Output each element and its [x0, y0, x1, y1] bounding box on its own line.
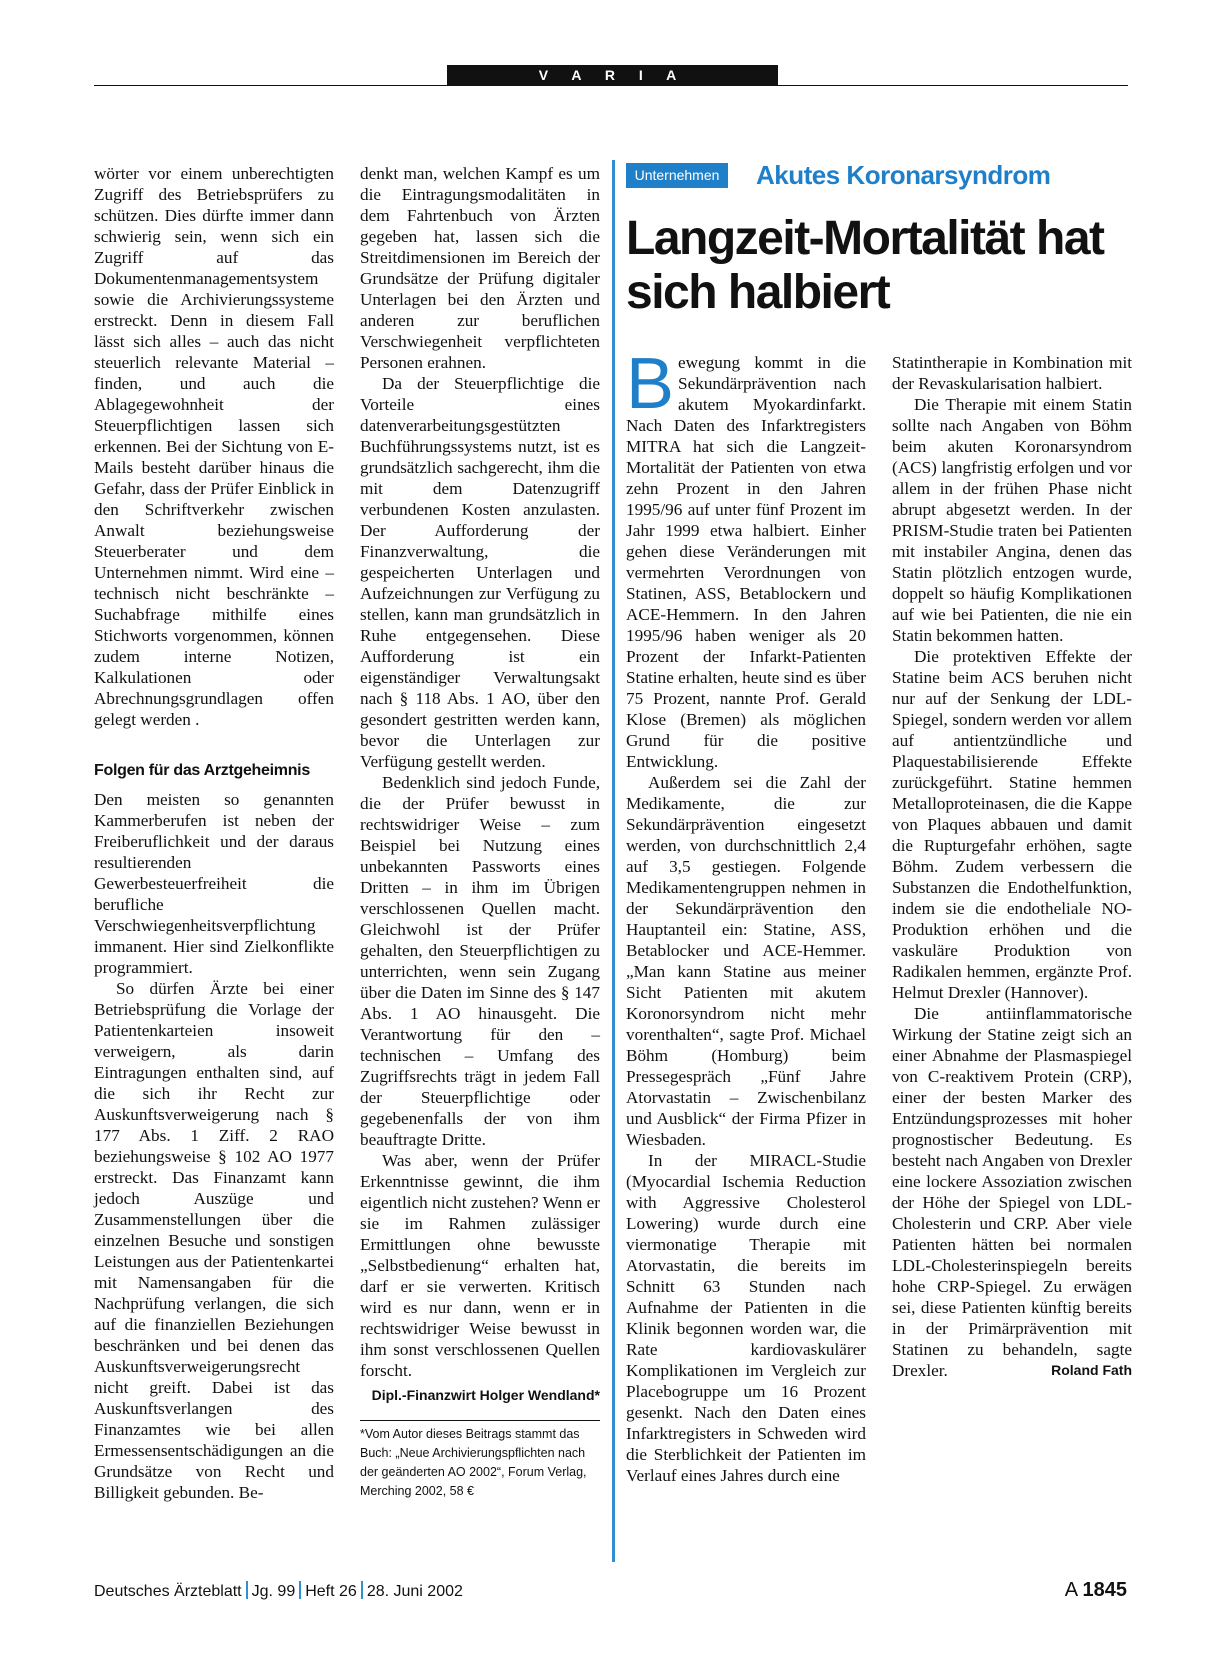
paragraph: Die protektiven Effekte der Statine beim ACS beruhen nicht nur auf der Senkung der LDL-Spiegel, sondern werden vor allem auf antientzündliche und Plaquestabilisierende Effekte zurückgeführt. Statine hemmen Metalloproteinasen, die die Kappe von Plaques abbauen und damit die Rupturgefahr erhöhen, sagte Böhm. Zudem verbessern die Substanzen die Endothelfunktion, indem sie die endotheliale NO-Produktion erhöhen und die vaskuläre Produktion von Radikalen hemmen, ergänzte Prof. Helmut Drexler (Hannover). [892, 647, 1132, 1002]
journal-name: Deutsches Ärzteblatt [94, 1583, 242, 1600]
article2-column-2 [892, 352, 1132, 1381]
article-kicker: Akutes Koronarsyndrom [756, 160, 1051, 190]
paragraph: Außerdem sei die Zahl der Medikamente, die zur Sekundärprävention eingesetzt werden, von durchschnittlich 2,4 auf 3,5 gestiegen. Folgende Medikamentengruppen nehmen in der Sekundärprävention den Hauptanteil ein: Statine, ASS, Betablocker und ACE-Hemmer. „Man kann Statine aus meiner Sicht Patienten mit akutem Koronorsyndrom nicht mehr vorenthalten“, sagte Prof. Michael Böhm (Homburg) beim Pressegespräch „Fünf Jahre Atorvastatin – Zwischenbilanz und Ausblick“ der Firma Pfizer in Wiesbaden. [626, 773, 866, 1149]
dropcap: B [626, 344, 675, 424]
footnote-rule [360, 1420, 600, 1421]
paragraph: In der MIRACL-Studie (Myocardial Ischemia Reduction with Aggressive Cholesterol Lowering) wurde durch eine viermonatige Therapie mit Atorvastatin, die bereits im Schnitt 63 Stunden nach Aufnahme der Patienten in die Klinik begonnen worden war, die Rate kardiovaskulärer Komplikationen im Vergleich zur Placebogruppe um 16 Prozent gesenkt. Nach den Daten eines Infarktregisters in Schweden wird die Sterblichkeit der Patienten im Verlauf eines Jahres durch eine [626, 1151, 866, 1485]
footer-citation [94, 1581, 463, 1603]
paragraph: wörter vor einem unberechtigten Zugriff des Betriebsprüfers zu schützen. Dies dürfte immer dann schwierig sein, wenn sich ein Zugriff auf das Dokumentenmanagementsystem sowie die Archivierungssysteme erstreckt. Denn in diesem Fall lässt sich alles – auch das nicht steuerlich relevante Material – finden, und auch die Ablagegewohnheit der Steuerpflichtigen lassen sich erkennen. Bei der Sichtung von E-Mails besteht darüber hinaus die Gefahr, dass der Prüfer Einblick in den Schriftverkehr zwischen Anwalt beziehungsweise Steuerberater und dem Unternehmen nimmt. Wird eine – technisch nicht beschränkte – Suchabfrage mithilfe eines Stichworts vorgenommen, können zudem interne Notizen, Kalkulationen oder Abrechnungsgrundlagen offen gelegt werden . [94, 164, 334, 729]
paragraph: Was aber, wenn der Prüfer Erkenntnisse gewinnt, die ihm eigentlich nicht zustehen? Wenn er sie im Rahmen zulässiger Ermittlungen ohne bewusste „Selbstbedienung“ erhalten hat, darf er sie verwerten. Kritisch wird es nur dann, wenn er in rechtswidriger Weise bewusst in ihm sonst verschlossenen Quellen forscht. [360, 1151, 600, 1380]
paragraph: Die Therapie mit einem Statin sollte nach Angaben von Böhm beim akuten Koronarsyndrom (ACS) langfristig erfolgen und vor allem in der frühen Phase nicht abrupt abgesetzt werden. In der PRISM-Studie traten bei Patienten mit instabiler Angina, denen das Statin plötzlich entzogen wurde, doppelt so häufig Komplikationen auf wie bei Patienten, die nie ein Statin bekommen hatten. [892, 395, 1132, 645]
author-byline: Dipl.-Finanzwirt Holger Wendland* [371, 1387, 600, 1403]
paragraph [626, 344, 866, 772]
article1-column-1 [94, 163, 334, 1503]
article1-column-2 [360, 163, 600, 1501]
paragraph: Da der Steuerpflichtige die Vorteile eines datenverarbeitungsgestützten Buchführungssystems nutzt, ist es grundsätzlich sachgerecht, ihm die mit dem Datenzugriff verbundenen Kosten anzulasten. Der Aufforderung der Finanzverwaltung, die gespeicherten Unterlagen und Aufzeichnungen zur Verfügung zu stellen, kann man grundsätzlich in Ruhe entgegensehen. Diese Aufforderung ist ein eigenständiger Verwaltungsakt nach § 118 Abs. 1 AO, über den gesondert gestritten werden kann, bevor die Unterlagen zur Verfügung gestellt werden. [360, 374, 600, 771]
page-prefix: A [1064, 1579, 1077, 1601]
footnote: *Vom Autor dieses Beitrags stammt das Buch: „Neue Archivierungspflichten nach der geänderten AO 2002“, Forum Verlag, Merching 2002, 58 € [360, 1427, 587, 1498]
article-headline: Langzeit-Mortalität hat sich halbiert [626, 212, 1104, 319]
paragraph: Statintherapie in Kombination mit der Revaskularisation halbiert. [892, 353, 1132, 393]
column-divider [612, 160, 615, 1562]
page-number-block [1065, 1576, 1127, 1604]
footer-separator [246, 1581, 248, 1599]
volume: Jg. 99 [251, 1583, 296, 1600]
author-signature: Roland Fath [1051, 1362, 1132, 1378]
section-label: Unternehmen [626, 163, 728, 188]
issue-date: 28. Juni 2002 [366, 1583, 463, 1600]
subheading: Folgen für das Arztgeheimnis [94, 762, 310, 779]
paragraph: denkt man, welchen Kampf es um die Eintragungsmodalitäten in dem Fahrtenbuch von Ärzten gegeben hat, lassen sich die Streitdimensionen im Bereich der Grundsätze der Prüfung digitaler Unterlagen bei den Ärzten und anderen zur beruflichen Verschwiegenheit verpflichteten Personen erahnen. [360, 164, 600, 372]
footer-separator [299, 1581, 301, 1599]
paragraph-text: Die antiinflammatorische Wirkung der Statine zeigt sich an einer Abnahme der Plasmaspiegel von C-reaktivem Protein (CRP), einer der besten Marker des Entzündungsprozesses mit hoher prognostischer Bedeutung. Es besteht nach Angaben von Drexler eine lockere Assoziation zwischen der Höhe der Spiegel von LDL-Cholesterin und CRP. Aber viele Patienten hätten bei normalen LDL-Cholesterinspiegeln bereits hohe CRP-Spiegel. Zu erwägen sei, diese Patienten künftig bereits in der Primärprävention mit Statinen zu behandeln, sagte Drexler. [892, 1004, 1132, 1380]
section-title-bar [447, 65, 778, 86]
paragraph: So dürfen Ärzte bei einer Betriebsprüfung die Vorlage der Patientenkarteien insoweit verweigern, als darin Eintragungen enthalten sind, auf die sich ihr Recht zur Auskunftsverweigerung nach § 177 Abs. 1 Ziff. 2 RAO beziehungsweise § 102 AO 1977 erstreckt. Das Finanzamt kann jedoch Auszüge und Zusammenstellungen über die einzelnen Besuche und sonstigen Leistungen aus der Patientenkartei mit Namensangaben für die Nachprüfung verlangen, die sich auf die finanziellen Beziehungen beschränken und bei denen das Auskunftsverweigerungsrecht nicht greift. Dabei ist das Auskunftsverlangen des Finanzamtes wie bei allen Ermessensentschädigungen an die Grundsätze von Recht und Billigkeit gebunden. Be- [94, 979, 334, 1502]
paragraph: Bedenklich sind jedoch Funde, die der Prüfer bewusst in rechtswidriger Weise – zum Beispiel bei Nutzung eines unbekannten Passworts eines Dritten – in ihm im Übrigen verschlossenen Quellen macht. Gleichwohl ist der Prüfer gehalten, den Steuerpflichtigen zu unterrichten, wenn sein Zugang über die Daten im Sinne des § 147 Abs. 1 AO hinausgeht. Die Verantwortung für den – technischen – Umfang des Zugriffsrechts trägt in jedem Fall der Steuerpflichtige oder gegebenenfalls der von ihm beauftragte Dritte. [360, 773, 600, 1149]
footer-separator [361, 1581, 363, 1599]
issue: Heft 26 [305, 1583, 357, 1600]
paragraph: Den meisten so genannten Kammerberufen ist neben der Freiberuflichkeit und der daraus resultierenden Gewerbesteuerfreiheit die berufliche Verschwiegenheitsverpflichtung immanent. Hier sind Zielkonflikte programmiert. [94, 790, 334, 977]
paragraph [892, 1003, 1132, 1381]
article2-column-1 [626, 344, 866, 1486]
page-number: 1845 [1082, 1579, 1127, 1601]
section-title: V A R I A [538, 67, 687, 83]
lead-text: ewegung kommt in die Sekundärprävention nach akutem Myokardinfarkt. Nach Daten des Infarktregisters MITRA hat sich die Langzeit-Mortalität der Patienten von etwa zehn Prozent in den Jahren 1995/96 auf unter fünf Prozent im Jahr 1999 etwa halbiert. Einher gehen diese Veränderungen mit vermehrten Verordnungen von Statinen, ASS, Betablockern und ACE-Hemmern. In den Jahren 1995/96 haben weniger als 20 Prozent der Infarkt-Patienten Statine erhalten, heute sind es über 75 Prozent, nannte Prof. Gerald Klose (Bremen) als möglichen Grund für die positive Entwicklung. [626, 353, 866, 771]
